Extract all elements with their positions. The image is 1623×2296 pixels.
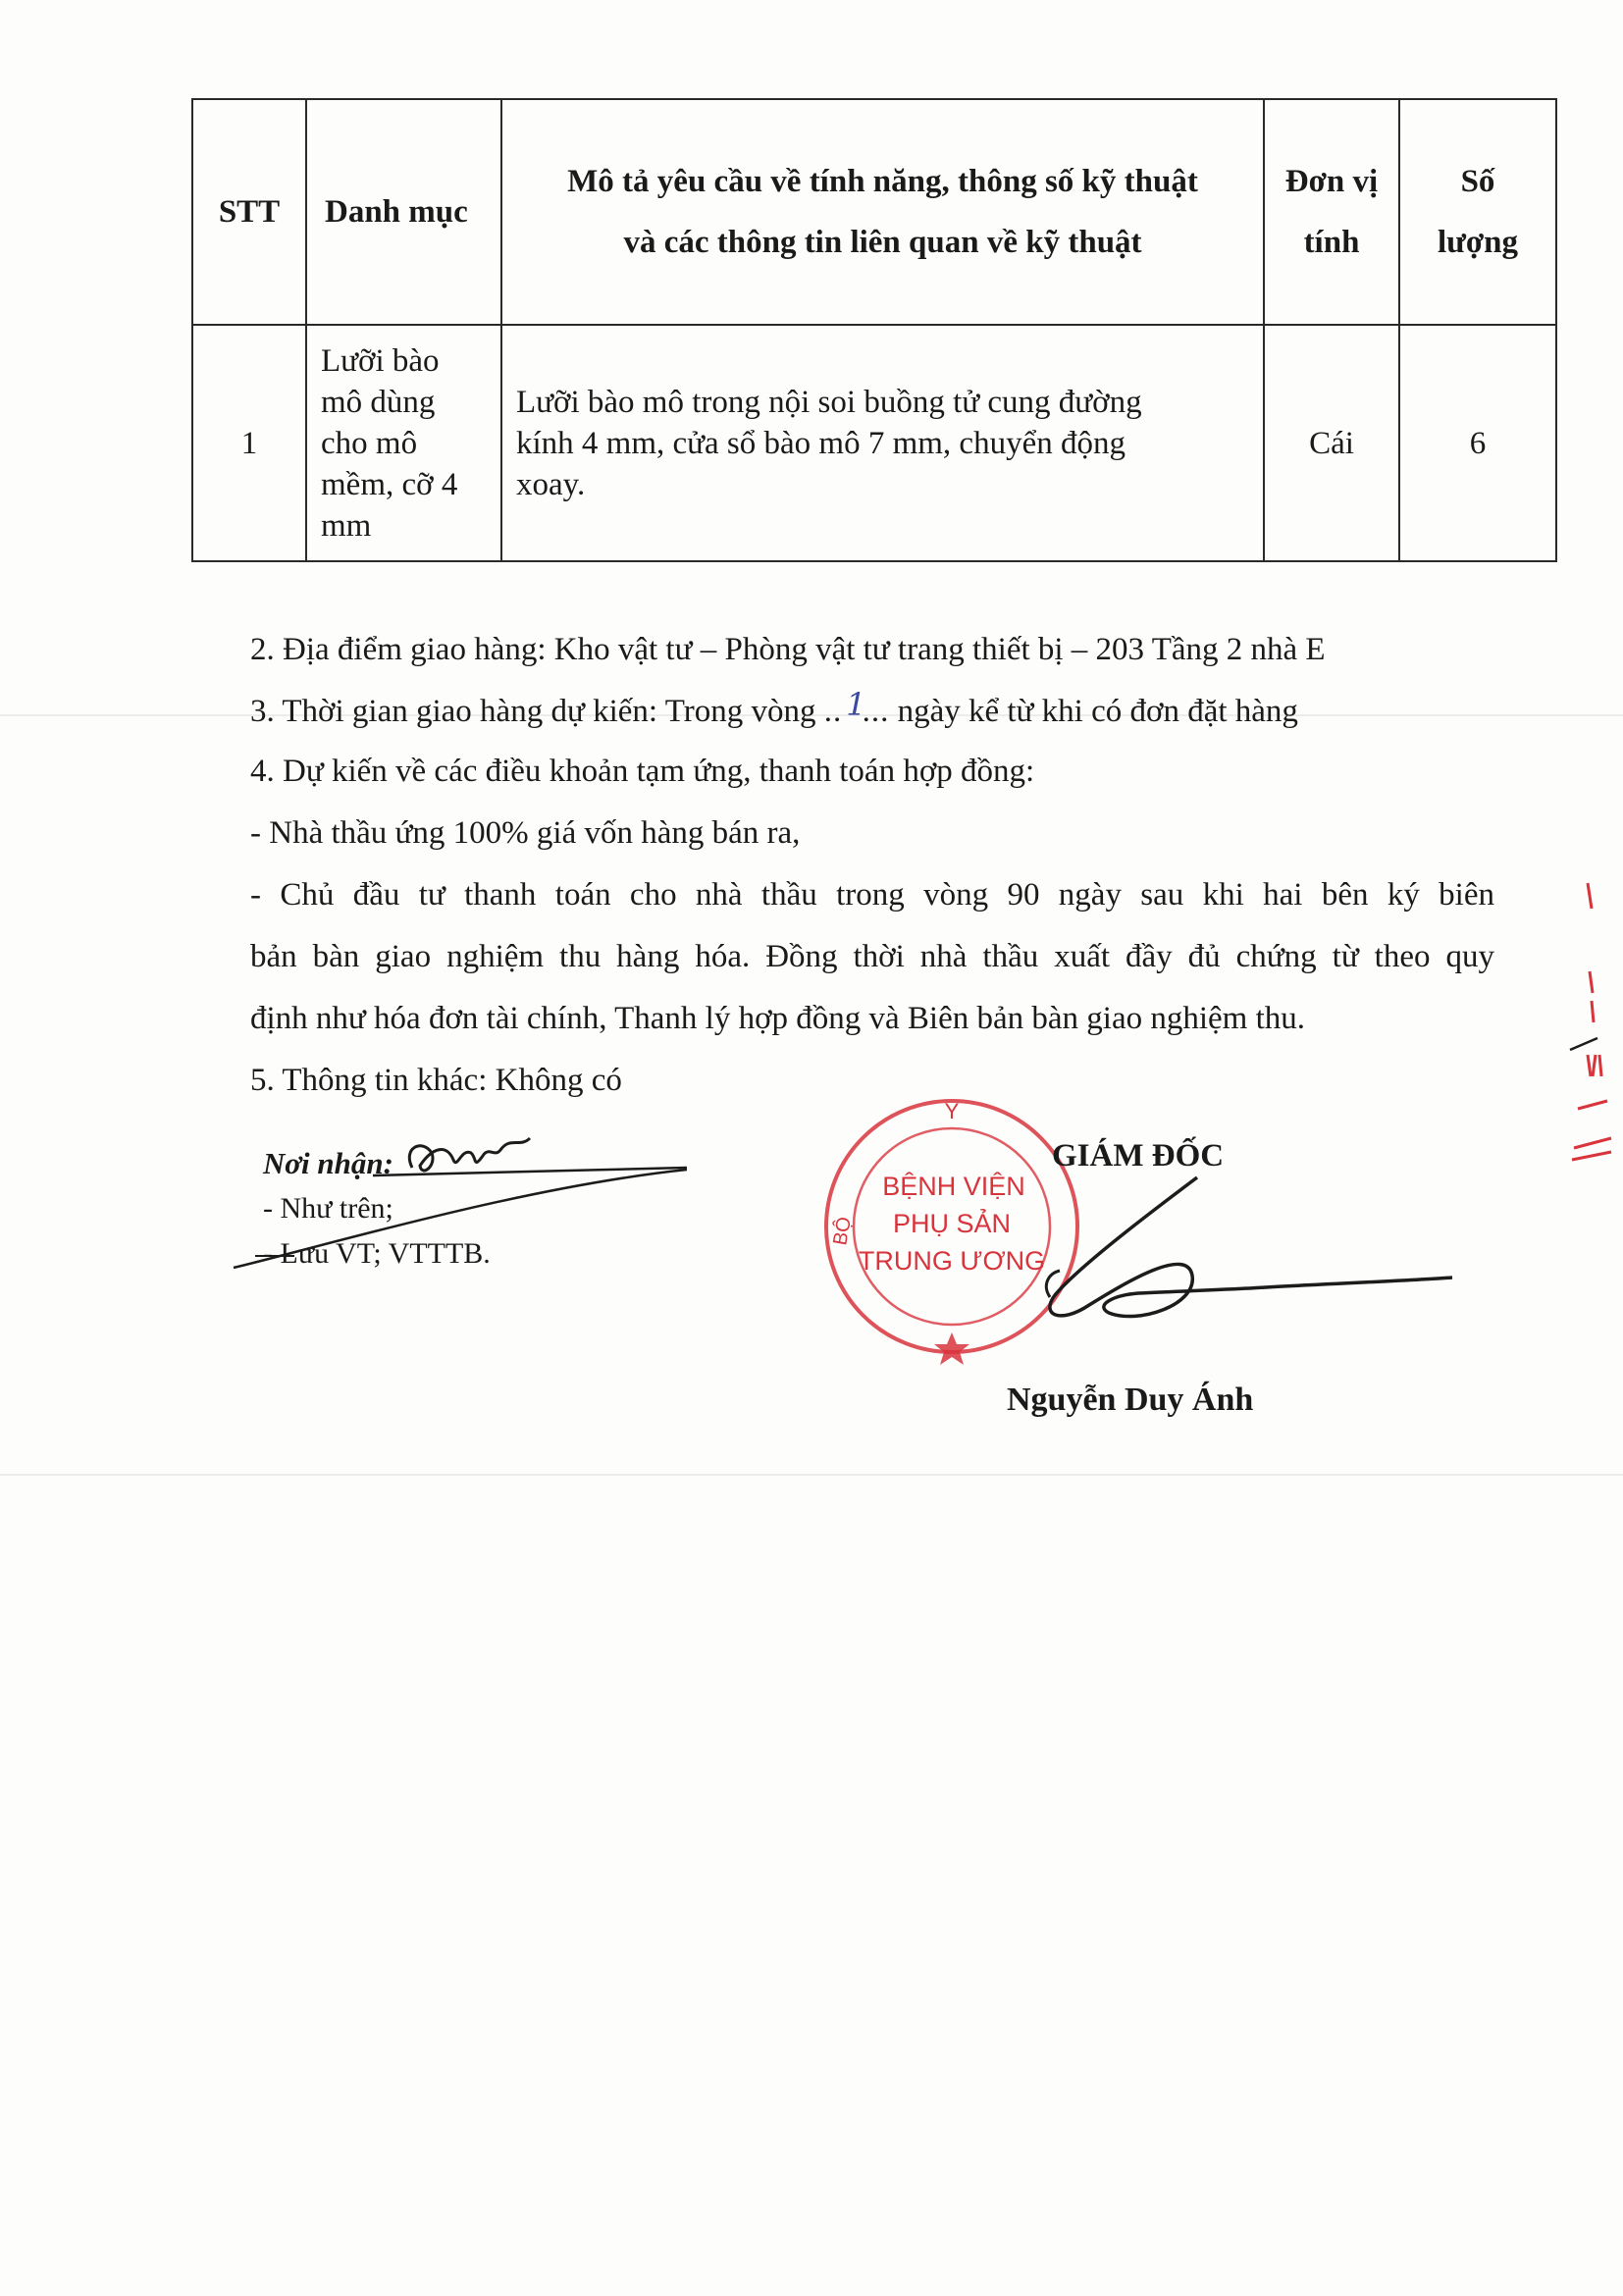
stamp-line: TRUNG ƯƠNG bbox=[858, 1246, 1046, 1276]
header-stt: STT bbox=[192, 99, 306, 325]
header-unit-line: Đơn vị bbox=[1284, 164, 1379, 199]
payment-terms-title: 4. Dự kiến về các điều khoản tạm ứng, thanh toán hợp đồng: bbox=[250, 754, 1035, 789]
delivery-time-days: 1 bbox=[846, 686, 866, 723]
category-line: mô dùng bbox=[321, 384, 436, 420]
description-line: xoay. bbox=[516, 466, 586, 502]
table-header-row bbox=[192, 99, 1556, 325]
stamp-line: PHỤ SẢN bbox=[892, 1209, 1012, 1238]
other-info: 5. Thông tin khác: Không có bbox=[250, 1063, 622, 1098]
cell-quantity: 6 bbox=[1399, 325, 1556, 561]
header-quantity-line: Số bbox=[1460, 164, 1495, 199]
recipients-title: Nơi nhận: bbox=[263, 1146, 393, 1180]
cell-category bbox=[306, 325, 501, 561]
delivery-time-prefix: 3. Thời gian giao hàng dự kiến: Trong vòng bbox=[250, 694, 816, 729]
payment-term-2-line: - Chủ đầu tư thanh toán cho nhà thầu trong vòng 90 ngày sau khi hai bên ký biên bbox=[250, 877, 1494, 913]
star-icon bbox=[934, 1332, 969, 1365]
description-line: kính 4 mm, cửa sổ bào mô 7 mm, chuyển động bbox=[516, 425, 1126, 461]
header-description-line: Mô tả yêu cầu về tính năng, thông số kỹ thuật bbox=[567, 164, 1198, 199]
header-description-line: và các thông tin liên quan về kỹ thuật bbox=[623, 225, 1142, 260]
header-unit-line: tính bbox=[1303, 225, 1360, 260]
specification-table bbox=[191, 98, 1557, 562]
cell-stt: 1 bbox=[192, 325, 306, 561]
stamp-side-text: BỘ bbox=[829, 1215, 856, 1247]
delivery-time-dots: .. bbox=[823, 694, 843, 729]
category-line: Lưỡi bào bbox=[321, 342, 440, 379]
recipient-item: - Lưu VT; VTTTB. bbox=[263, 1237, 491, 1270]
recipient-item: - Như trên; bbox=[263, 1192, 393, 1225]
cell-unit: Cái bbox=[1264, 325, 1399, 561]
director-name: Nguyễn Duy Ánh bbox=[1007, 1382, 1254, 1418]
category-line: mềm, cỡ 4 bbox=[321, 466, 458, 502]
recipient-initial-signature bbox=[226, 1109, 697, 1285]
header-unit bbox=[1264, 99, 1399, 325]
header-quantity-line: lượng bbox=[1437, 225, 1519, 260]
adjacent-page-marks bbox=[1531, 854, 1623, 1168]
scan-artifact-line bbox=[0, 1474, 1623, 1476]
header-category: Danh mục bbox=[306, 99, 501, 325]
stamp-top-letter: Y bbox=[944, 1099, 960, 1123]
cell-description bbox=[501, 325, 1264, 561]
payment-term-1: - Nhà thầu ứng 100% giá vốn hàng bán ra, bbox=[250, 815, 801, 851]
category-line: mm bbox=[321, 507, 372, 544]
delivery-time-suffix: ngày kể từ khi có đơn đặt hàng bbox=[897, 694, 1298, 729]
table-row bbox=[192, 325, 1556, 561]
director-signature bbox=[1021, 1158, 1472, 1334]
delivery-time bbox=[250, 686, 1298, 732]
payment-term-2-line: định như hóa đơn tài chính, Thanh lý hợp đồng và Biên bản bàn giao nghiệm thu. bbox=[250, 1001, 1306, 1036]
description-line: Lưỡi bào mô trong nội soi buồng tử cung đường bbox=[516, 384, 1142, 420]
header-quantity bbox=[1399, 99, 1556, 325]
header-description bbox=[501, 99, 1264, 325]
delivery-time-dots: ... bbox=[862, 694, 890, 729]
category-line: cho mô bbox=[321, 425, 418, 461]
stamp-line: BỆNH VIỆN bbox=[882, 1172, 1025, 1201]
director-title: GIÁM ĐỐC bbox=[1052, 1138, 1225, 1174]
payment-term-2-line: bản bàn giao nghiệm thu hàng hóa. Đồng thời nhà thầu xuất đầy đủ chứng từ theo quy bbox=[250, 939, 1494, 974]
delivery-location: 2. Địa điểm giao hàng: Kho vật tư – Phòng vật tư trang thiết bị – 203 Tầng 2 nhà E bbox=[250, 632, 1326, 667]
